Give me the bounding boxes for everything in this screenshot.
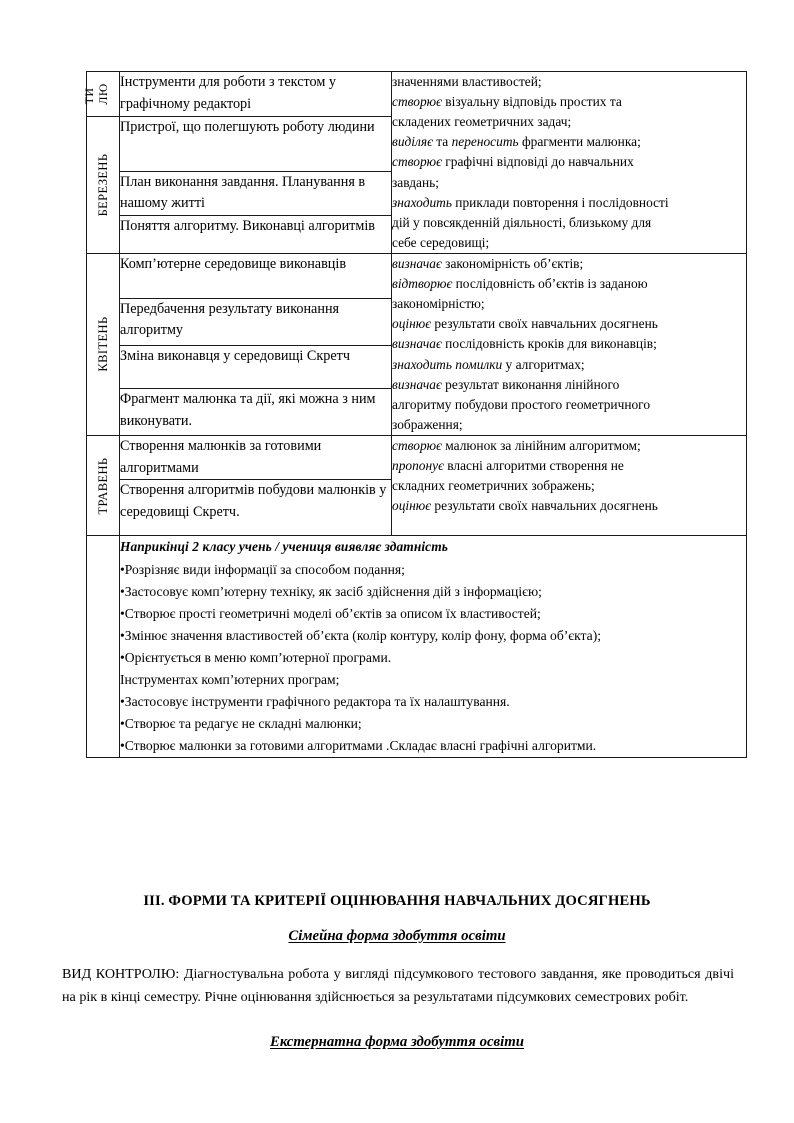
summary-list	[120, 559, 746, 757]
outcome-verb: переносить	[451, 134, 519, 150]
bullet-icon: •	[120, 627, 125, 643]
outcome-text: візуальну відповідь простих та	[441, 94, 622, 110]
outcome-lines-2	[392, 254, 746, 435]
schedule-table	[81, 71, 747, 758]
outcome-text: графічні відповіді до навчальних	[441, 154, 634, 170]
topic-text: План виконання завдання. Планування в нашому житті	[120, 173, 366, 212]
outcome-verb: відтворює	[392, 276, 453, 292]
summary-list-item	[120, 581, 746, 603]
outcome-line	[392, 193, 746, 213]
bullet-icon: •	[120, 715, 125, 731]
subheading-external-form: Екстернатна форма здобуття освіти	[270, 1034, 524, 1050]
table-row-summary	[87, 536, 747, 758]
outcome-verb: знаходить	[392, 194, 452, 210]
outcome-line	[392, 233, 746, 253]
outcome-text: у алгоритмах;	[502, 356, 585, 372]
summary-item-text: Створює та редагує не складні малюнки;	[124, 715, 362, 731]
summary-item-text: Застосовує комп’ютерну техніку, як засіб здійснення дій з інформацією;	[124, 583, 542, 599]
outcome-verb: визначає	[392, 376, 442, 392]
outcome-text: зображення;	[392, 416, 463, 432]
outcome-text: власні алгоритми створення не	[443, 458, 624, 474]
outcome-line	[392, 395, 746, 415]
outcome-line	[392, 314, 746, 334]
outcome-line	[392, 375, 746, 395]
summary-item-text: Створює малюнки за готовими алгоритмами .Складає власні графічні алгоритми.	[124, 737, 597, 753]
outcome-text: алгоритму побудови простого геометричного	[392, 396, 651, 412]
topic-text: Пристрої, що полегшують роботу людини	[120, 119, 375, 135]
month-label-kviten: КВІТЕНЬ	[95, 316, 110, 373]
topic-cell	[120, 389, 392, 436]
outcome-text: результати своїх навчальних досягнень	[431, 316, 658, 332]
bullet-icon: •	[120, 605, 125, 621]
topic-text: Створення алгоритмів побудови малюнків у середовищі Скретч.	[120, 482, 387, 520]
outcome-line	[392, 274, 746, 294]
topic-text: Фрагмент малюнка та дії, які можна з ним виконувати.	[120, 391, 376, 429]
outcome-verb: визначає	[392, 255, 442, 271]
outcome-line	[392, 112, 746, 132]
summary-item-text: Змінює значення властивостей об’єкта (колір контуру, колір фону, форма об’єкта);	[124, 627, 601, 643]
topic-cell	[120, 435, 392, 479]
summary-item-text: Розрізняє види інформації за способом подання;	[124, 561, 405, 577]
outcome-line	[392, 173, 746, 193]
summary-list-item	[120, 691, 746, 713]
outcome-text: дій у повсякденній діяльності, близькому для	[392, 214, 652, 230]
topic-cell	[120, 298, 392, 345]
outcome-lines-3	[392, 436, 746, 516]
month-label-lyutyi-overflow: ТИ	[81, 87, 96, 104]
month-label-cell-kviten	[87, 253, 120, 435]
outcome-text: послідовність об’єктів із заданою	[452, 276, 648, 292]
outcome-text: результат виконання лінійного	[441, 376, 620, 392]
outcome-text: складених геометричних задач;	[392, 114, 572, 130]
month-label-berezen: БЕРЕЗЕНЬ	[95, 153, 110, 217]
outcome-cell-group-1	[392, 72, 747, 254]
summary-list-item	[120, 735, 746, 757]
outcome-line	[392, 294, 746, 314]
outcome-line	[392, 132, 746, 152]
bullet-icon: •	[120, 561, 125, 577]
topic-cell	[120, 171, 392, 215]
outcome-verb: виділяє	[392, 134, 433, 150]
outcome-text: послідовність кроків для виконавців;	[441, 336, 657, 352]
outcome-verb: створює	[392, 154, 442, 170]
topic-text: Створення малюнків за готовими алгоритмами	[120, 437, 322, 476]
topic-cell	[120, 117, 392, 172]
month-label-traven: ТРАВЕНЬ	[95, 457, 110, 515]
outcome-line	[392, 213, 746, 233]
outcome-line	[392, 436, 746, 456]
summary-cell	[120, 536, 747, 758]
outcome-line	[392, 456, 746, 476]
outcome-text: закономірність об’єктів;	[441, 255, 584, 271]
summary-list-item	[120, 559, 746, 581]
summary-list-item	[120, 647, 746, 669]
outcome-line	[392, 72, 746, 92]
bullet-icon: •	[120, 583, 125, 599]
summary-title: Наприкінці 2 класу учень / учениця виявляє здатність	[120, 539, 448, 555]
bullet-icon: •	[120, 649, 125, 665]
outcome-text: значеннями властивостей;	[392, 74, 542, 89]
summary-interjection: Інструментах комп’ютерних програм;	[120, 671, 340, 687]
topic-text: Інструменти для роботи з текстом у графічному редакторі	[120, 74, 336, 112]
outcome-text: фрагменти малюнка;	[518, 134, 641, 150]
month-label-cell-traven	[87, 435, 120, 535]
outcome-text: результати своїх навчальних досягнень	[431, 498, 658, 514]
topic-text: Передбачення результату виконання алгоритму	[120, 300, 340, 339]
summary-list-item	[120, 603, 746, 625]
outcome-line	[392, 355, 746, 375]
table-row	[87, 253, 747, 298]
outcome-verb: знаходить помилки	[392, 356, 503, 372]
control-type-paragraph: ВИД КОНТРОЛЮ: Діагностувальна робота у вигляді підсумкового тестового завдання, яке проводиться двічі на рік в кінці семестру. Річне оцінювання здійснюється за результатами підсумкових семестрових робіт.	[62, 966, 734, 1005]
month-label-lyutyi: ЛЮ	[96, 83, 110, 105]
outcome-verb: створює	[392, 94, 442, 110]
outcome-verb: оцінює	[392, 316, 432, 332]
outcome-line	[392, 415, 746, 435]
outcome-line	[392, 152, 746, 172]
outcome-line	[392, 254, 746, 274]
topic-text: Поняття алгоритму. Виконавці алгоритмів	[120, 217, 375, 234]
summary-item-text: Створює прості геометричні моделі об’єктів за описом їх властивостей;	[124, 605, 541, 621]
outcome-cell-group-2	[392, 253, 747, 435]
subheading-family-form: Сімейна форма здобуття освіти	[288, 928, 506, 944]
table-row	[87, 72, 747, 117]
summary-list-item	[120, 713, 746, 735]
bullet-icon: •	[120, 737, 125, 753]
topic-cell	[120, 345, 392, 389]
month-label-cell-berezen	[87, 117, 120, 254]
outcome-line	[392, 92, 746, 112]
outcome-verb: визначає	[392, 336, 442, 352]
outcome-text: себе середовищі;	[392, 234, 490, 250]
outcome-verb: пропонує	[392, 458, 444, 474]
topic-cell	[120, 253, 392, 298]
table-row	[87, 435, 747, 479]
outcome-lines-1	[392, 72, 746, 253]
outcome-verb: створює	[392, 437, 442, 453]
outcome-text: приклади повторення і послідовності	[451, 194, 669, 210]
outcome-text: та	[432, 134, 452, 150]
topic-cell	[120, 215, 392, 253]
summary-list-item	[120, 625, 746, 647]
topic-text: Комп’ютерне середовище виконавців	[120, 255, 347, 272]
outcome-line	[392, 476, 746, 496]
summary-item-text: Орієнтується в меню комп’ютерної програми.	[124, 649, 392, 665]
outcome-text: завдань;	[392, 174, 439, 190]
outcome-verb: оцінює	[392, 498, 432, 514]
summary-item-text: Застосовує інструменти графічного редактора та їх налаштування.	[124, 693, 510, 709]
page-title-section-3: ІІІ. ФОРМИ ТА КРИТЕРІЇ ОЦІНЮВАННЯ НАВЧАЛЬНИХ ДОСЯГНЕНЬ	[143, 893, 651, 909]
topic-cell	[120, 480, 392, 536]
outcome-text: складних геометричних зображень;	[392, 478, 595, 494]
topic-text: Зміна виконавця у середовищі Скретч	[120, 347, 350, 364]
summary-spacer-cell	[87, 536, 120, 758]
outcome-line	[392, 334, 746, 354]
outcome-text: закономірністю;	[392, 296, 485, 312]
outcome-text: малюнок за лінійним алгоритмом;	[441, 437, 641, 453]
outcome-line	[392, 496, 746, 516]
bullet-icon: •	[120, 693, 125, 709]
outcome-cell-group-3	[392, 435, 747, 535]
